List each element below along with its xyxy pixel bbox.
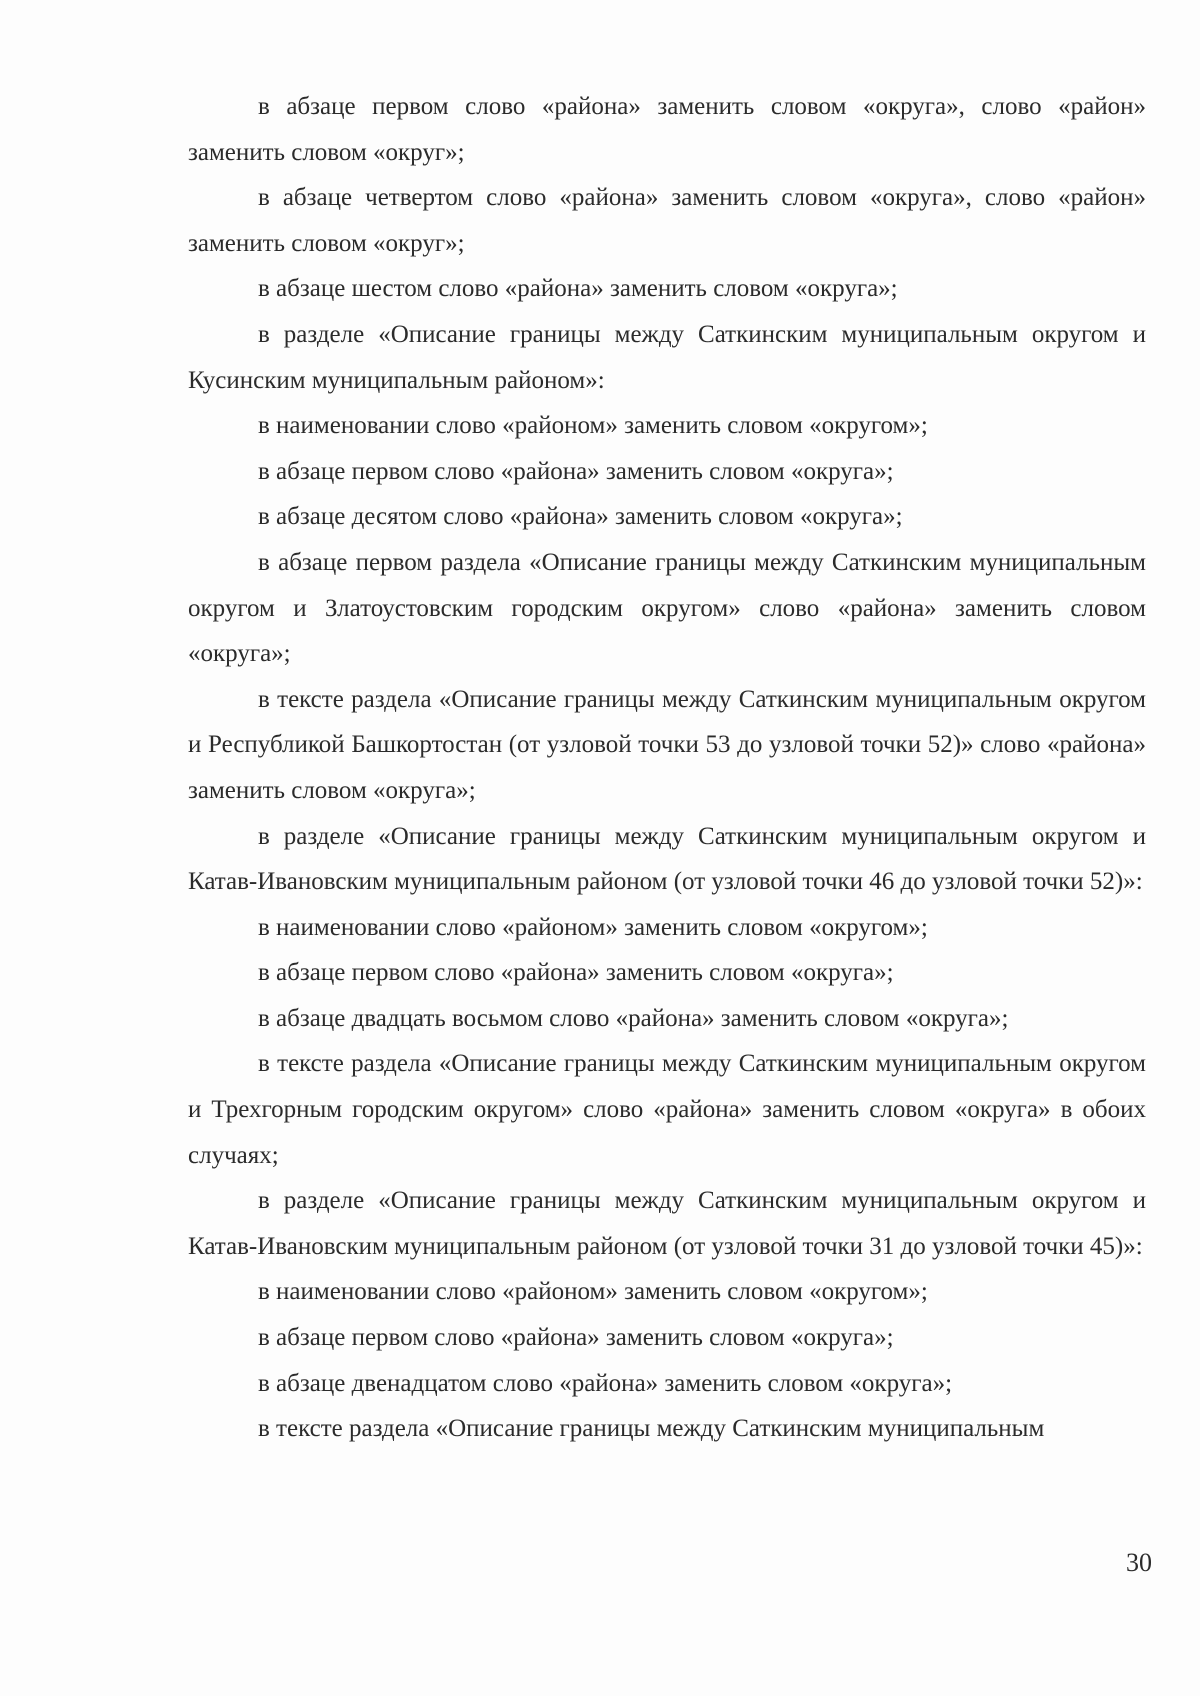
paragraph-9: в тексте раздела «Описание границы между Саткинским муниципальным округом и Республикой Башкортостан (от узловой точки 53 до узловой точки 52)» слово «района» заменить словом «округа»; [188,685,1146,804]
document-body [188,84,1146,1452]
page-number: 30 [1126,1548,1152,1577]
paragraph-7: в абзаце десятом слово «района» заменить словом «округа»; [258,503,903,531]
paragraph-8: в абзаце первом раздела «Описание границы между Саткинским муниципальным округом и Златоустовским городским округом» слово «района» заменить словом «округа»; [188,548,1146,668]
paragraph-3: в абзаце шестом слово «района» заменить словом «округа»; [258,275,898,303]
paragraph-16: в наименовании слово «районом» заменить словом «округом»; [258,1278,928,1306]
paragraph-13: в абзаце двадцать восьмом слово «района» заменить словом «округа»; [258,1004,1009,1032]
paragraph-5: в наименовании слово «районом» заменить словом «округом»; [258,412,928,440]
paragraph-10: в разделе «Описание границы между Саткинским муниципальным округом и Катав-Ивановским муниципальным районом (от узловой точки 46 до узловой точки 52)»: [188,822,1146,896]
paragraph-15: в разделе «Описание границы между Саткинским муниципальным округом и Катав-Ивановским муниципальным районом (от узловой точки 31 до узловой точки 45)»: [188,1187,1146,1260]
paragraph-17: в абзаце первом слово «района» заменить словом «округа»; [258,1324,894,1352]
paragraph-19: в тексте раздела «Описание границы между Саткинским муниципальным [258,1415,1045,1443]
paragraph-1: в абзаце первом слово «района» заменить словом «округа», слово «район» заменить словом «округ»; [188,93,1146,166]
paragraph-2: в абзаце четвертом слово «района» заменить словом «округа», слово «район» заменить словом «округ»; [188,184,1146,257]
paragraph-4: в разделе «Описание границы между Саткинским муниципальным округом и Кусинским муниципальным районом»: [188,320,1146,394]
paragraph-18: в абзаце двенадцатом слово «района» заменить словом «округа»; [258,1369,953,1397]
paragraph-14: в тексте раздела «Описание границы между Саткинским муниципальным округом и Трехгорным городским округом» слово «района» заменить словом «округа» в обоих случаях; [188,1050,1146,1169]
paragraph-6: в абзаце первом слово «района» заменить словом «округа»; [258,457,894,485]
paragraph-11: в наименовании слово «районом» заменить словом «округом»; [258,913,928,941]
paragraph-12: в абзаце первом слово «района» заменить словом «округа»; [258,959,894,987]
